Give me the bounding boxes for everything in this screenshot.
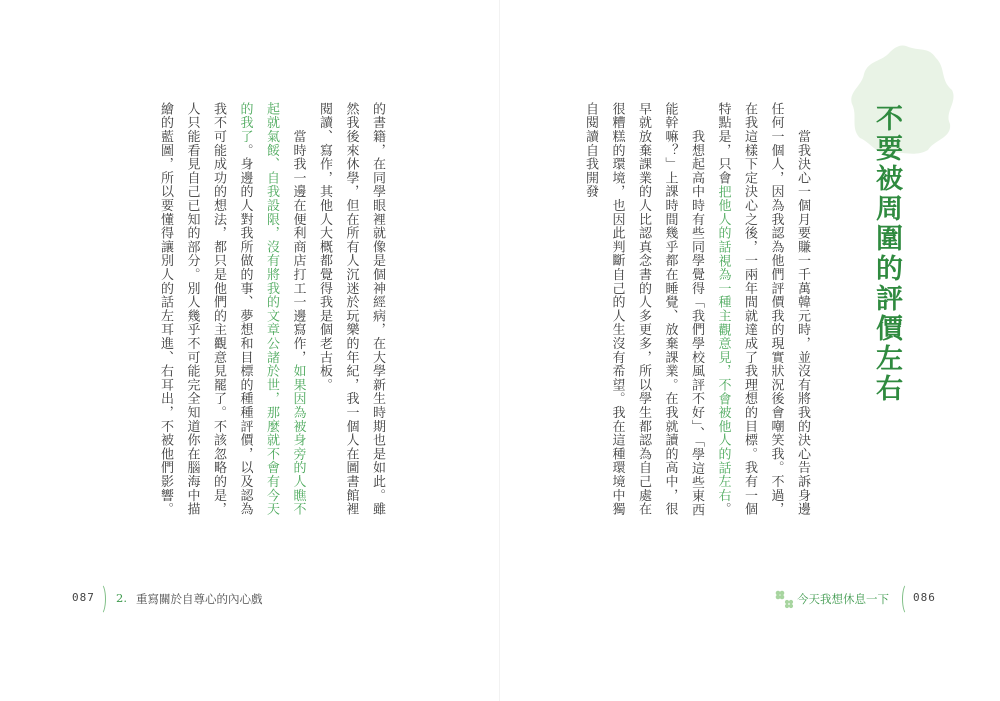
page-number-arc [95, 583, 106, 615]
body-paragraph [577, 102, 710, 522]
body-paragraph [152, 102, 311, 522]
page-number: 086 [913, 591, 936, 604]
right-page-body [577, 102, 816, 522]
body-text: 我想起高中時有些同學覺得「我們學校風評不好」、「學這些東西能幹嘛？」上課時間幾乎都在睡覺、放棄課業。在我就讀的高中，很早就放棄課業的人比認真念書的人多更多，所以學生都認為自己處在很糟糕的環境，也因此判斷自己的人生沒有希望。我在這種環境中獨自閱讀自我開發 [583, 102, 704, 517]
body-text: 。身邊的人對我所做的事、夢想和目標的種種評價，以及認為我不可能成功的想法，都只是他們的主觀意見罷了。不該忽略的是，人只能看見自己已知的部分。別人幾乎不可能完全知道你在腦海中描繪的藍圖，所以要懂得讓別人的話左耳進、右耳出，不被他們影響。 [158, 102, 253, 517]
highlighted-text: 如果因為被身旁的人瞧不起就氣餒、自我設限，沒有將我的文章公諸於世，那麼就不會有今天的我了 [237, 102, 306, 517]
body-paragraph [709, 102, 815, 522]
body-paragraph [311, 102, 391, 522]
highlighted-text: 把他人的話視為一種主觀意見，不會被他人的話左右 [715, 184, 731, 503]
page-title: 不要被周圍的評價左右 [871, 104, 902, 404]
right-page-footer [500, 583, 1000, 613]
body-text: 當我決心一個月要賺一千萬韓元時，並沒有將我的決心告訴身邊任何一個人，因為我認為他們評價我的現實狀況後會嘲笑我。不過，在我這樣下定決心之後，一兩年間就達成了我理想的目標。我有一個特點是，只會 [715, 102, 810, 516]
clover-icon [772, 587, 796, 611]
chapter-number: 2. [116, 591, 127, 605]
left-page-body [152, 102, 391, 522]
left-page-footer [0, 583, 500, 613]
body-text: 。 [715, 502, 731, 517]
right-page [500, 0, 1000, 701]
page-number: 087 [72, 591, 95, 604]
chapter-title: 重寫關於自尊心的內心戲 [136, 592, 263, 606]
page-number-arc [902, 583, 913, 615]
body-text: 當時我一邊在便利商店打工一邊寫作， [290, 102, 306, 365]
body-text: 的書籍，在同學眼裡就像是個神經病，在大學新生時期也是如此。雖然我後來休學，但在所有人沉迷於玩樂的年紀，我一個人在圖書館裡閱讀、寫作，其他人大概都覺得我是個老古板。 [317, 102, 385, 516]
book-title: 今天我想休息一下 [797, 592, 889, 606]
